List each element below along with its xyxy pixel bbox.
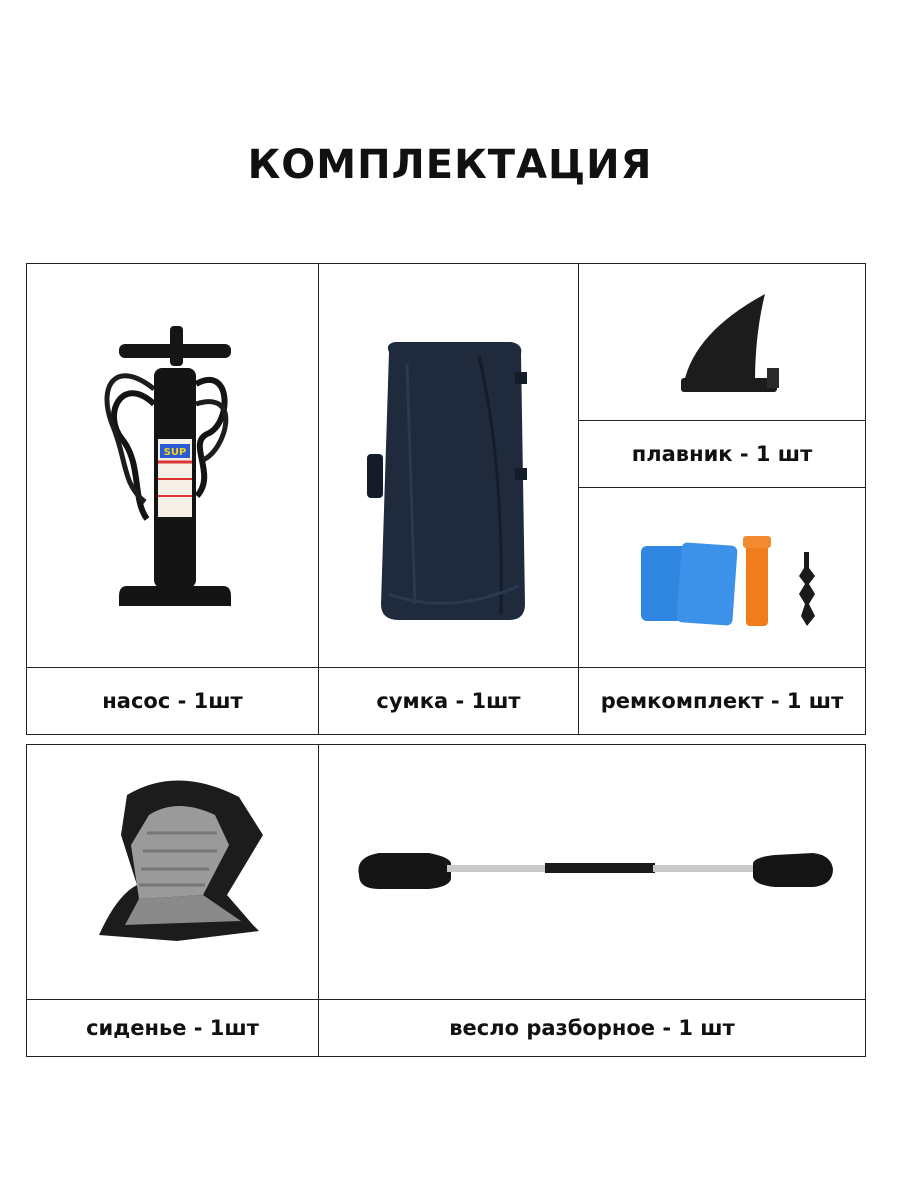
svg-text:SUP: SUP [163, 447, 187, 458]
seat-image-cell [26, 744, 319, 1000]
pump-image-cell [26, 263, 319, 668]
seat-label: сиденье - 1шт [26, 999, 319, 1057]
page-title: КОМПЛЕКТАЦИЯ [247, 142, 653, 188]
repair-kit-label: ремкомплект - 1 шт [578, 667, 866, 735]
repair-kit-icon [579, 488, 865, 667]
fin-image-cell [578, 263, 866, 421]
pump-label: насос - 1шт [26, 667, 319, 735]
fin-label: плавник - 1 шт [578, 420, 866, 488]
paddle-icon [319, 745, 865, 999]
kayak-seat-icon [27, 745, 318, 999]
paddle-label: весло разборное - 1 шт [318, 999, 866, 1057]
bag-label: сумка - 1шт [318, 667, 579, 735]
fin-icon [579, 264, 865, 420]
paddle-image-cell [318, 744, 866, 1000]
bag-image-cell [318, 263, 579, 668]
backpack-icon [319, 264, 578, 667]
hand-pump-icon [27, 264, 318, 667]
repair-kit-image-cell [578, 487, 866, 668]
